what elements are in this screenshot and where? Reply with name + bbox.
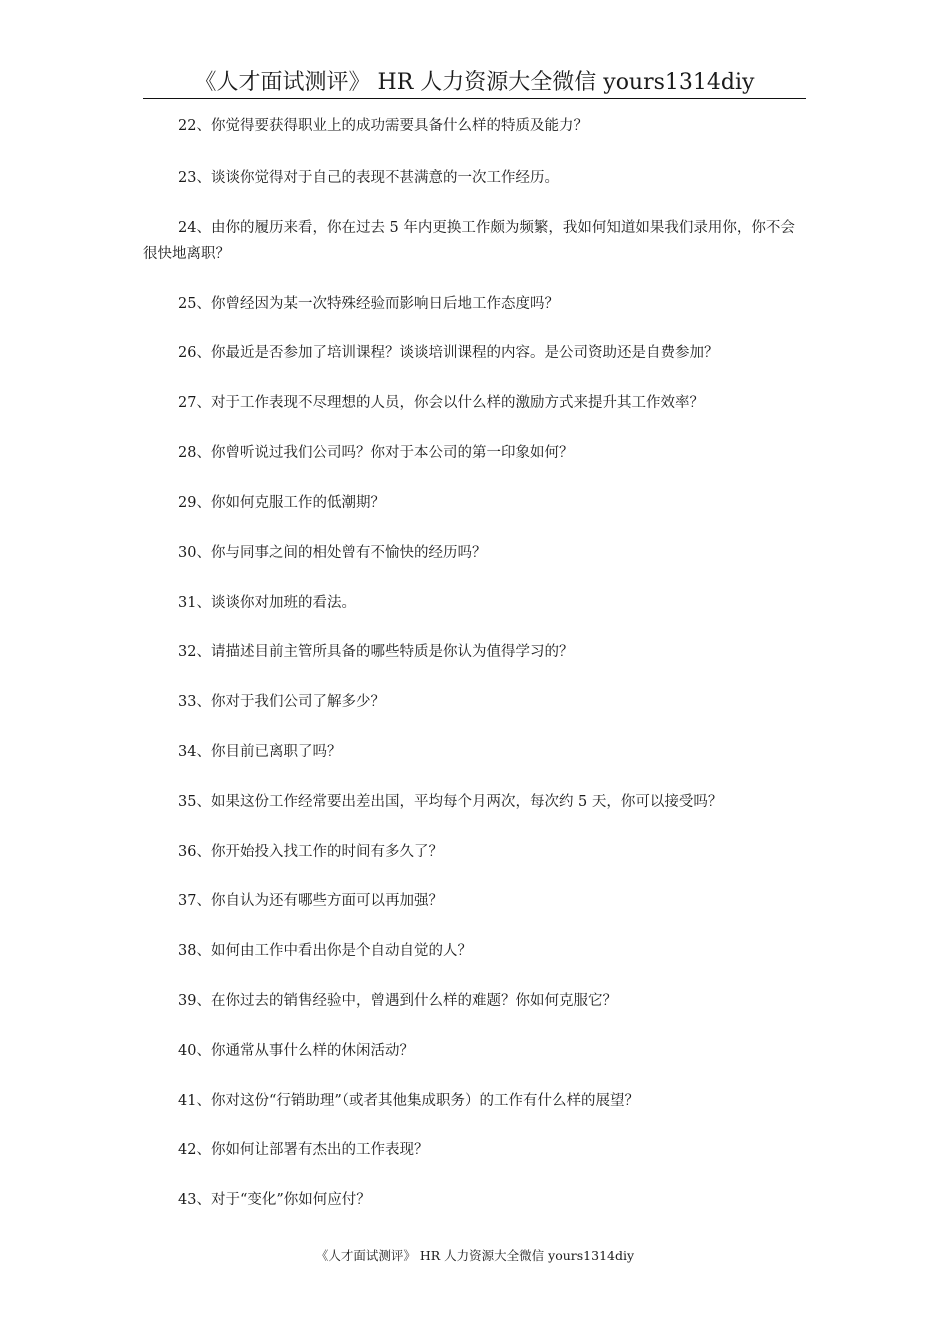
question-33: 33、你对于我们公司了解多少？ xyxy=(178,694,385,710)
page-header xyxy=(143,66,806,99)
question-40: 40、你通常从事什么样的休闲活动？ xyxy=(178,1043,414,1059)
question-34: 34、你目前已离职了吗？ xyxy=(178,744,342,760)
footer-text: 《人才面试测评》 HR 人力资源大全微信 yours1314diy xyxy=(315,1248,635,1263)
question-35: 35、如果这份工作经常要出差出国，平均每个月两次，每次约 5 天，你可以接受吗？ xyxy=(178,794,723,810)
question-31: 31、谈谈你对加班的看法。 xyxy=(178,595,356,611)
question-22: 22、你觉得要获得职业上的成功需要具备什么样的特质及能力？ xyxy=(178,118,588,134)
question-36: 36、你开始投入找工作的时间有多久了？ xyxy=(178,844,443,860)
question-42: 42、你如何让部署有杰出的工作表现？ xyxy=(178,1142,429,1158)
question-25: 25、你曾经因为某一次特殊经验而影响日后地工作态度吗？ xyxy=(178,296,559,312)
question-41: 41、你对这份“行销助理”（或者其他集成职务）的工作有什么样的展望？ xyxy=(178,1093,640,1109)
page-footer xyxy=(0,1246,950,1266)
header-title: 《人才面试测评》 HR 人力资源大全微信 yours1314diy xyxy=(194,70,755,95)
question-38: 38、如何由工作中看出你是个自动自觉的人？ xyxy=(178,943,472,959)
question-37: 37、你自认为还有哪些方面可以再加强？ xyxy=(178,893,443,909)
question-23: 23、谈谈你觉得对于自己的表现不甚满意的一次工作经历。 xyxy=(178,170,559,186)
question-24: 24、由你的履历来看，你在过去 5 年内更换工作颇为频繁，我如何知道如果我们录用你，你不会很快地离职？ xyxy=(143,220,795,262)
question-32: 32、请描述目前主管所具备的哪些特质是你认为值得学习的？ xyxy=(178,644,574,660)
question-27: 27、对于工作表现不尽理想的人员，你会以什么样的激励方式来提升其工作效率？ xyxy=(178,395,704,411)
question-43: 43、对于“变化”你如何应付？ xyxy=(178,1192,371,1208)
question-28: 28、你曾听说过我们公司吗？你对于本公司的第一印象如何？ xyxy=(178,445,574,461)
question-39: 39、在你过去的销售经验中，曾遇到什么样的难题？你如何克服它？ xyxy=(178,993,617,1009)
question-29: 29、你如何克服工作的低潮期？ xyxy=(178,495,385,511)
question-26: 26、你最近是否参加了培训课程？谈谈培训课程的内容。是公司资助还是自费参加？ xyxy=(178,345,719,361)
question-30: 30、你与同事之间的相处曾有不愉快的经历吗？ xyxy=(178,545,487,561)
